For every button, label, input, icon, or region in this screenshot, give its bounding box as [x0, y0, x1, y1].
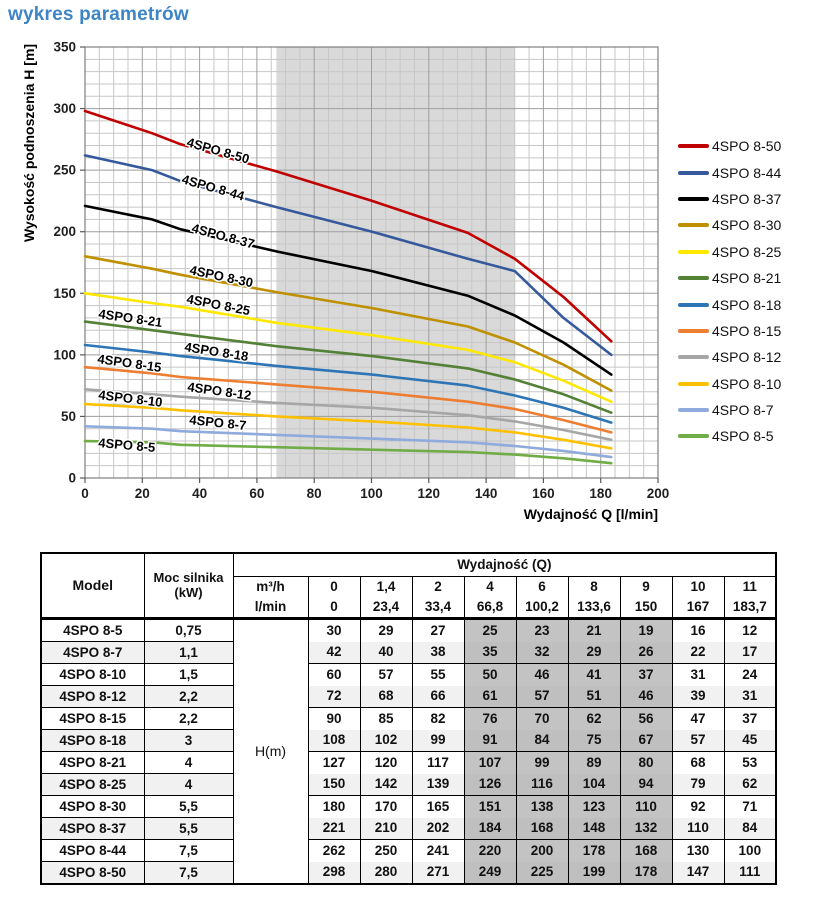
value-cell: 57 — [360, 664, 412, 686]
value-cell: 123 — [568, 796, 620, 818]
value-cell: 51 — [568, 686, 620, 708]
flow-m3h-value: 9 — [620, 577, 672, 598]
table-row — [41, 730, 776, 752]
value-cell: 19 — [620, 619, 672, 642]
flow-lmin-value: 23,4 — [360, 597, 412, 619]
value-cell: 29 — [568, 642, 620, 664]
curve-label: 4SPO 8-30 — [188, 262, 255, 291]
legend-label: 4SPO 8-15 — [712, 322, 782, 339]
power-cell: 2,2 — [144, 708, 233, 730]
table-body — [41, 619, 776, 885]
model-cell: 4SPO 8-10 — [41, 664, 144, 686]
power-cell: 7,5 — [144, 862, 233, 885]
value-cell: 79 — [672, 774, 724, 796]
value-cell: 90 — [308, 708, 360, 730]
flow-m3h-value: 6 — [516, 577, 568, 598]
legend-item — [678, 291, 781, 317]
value-cell: 62 — [568, 708, 620, 730]
value-cell: 225 — [516, 862, 568, 885]
value-cell: 142 — [360, 774, 412, 796]
model-cell: 4SPO 8-44 — [41, 840, 144, 862]
table-row — [41, 664, 776, 686]
power-cell: 5,5 — [144, 796, 233, 818]
curve-label: 4SPO 8-44 — [180, 171, 247, 204]
value-cell: 178 — [620, 862, 672, 885]
x-tick-label: 160 — [532, 486, 555, 501]
table-header — [41, 553, 776, 619]
legend-color-swatch — [678, 329, 709, 333]
flow-m3h-value: 8 — [568, 577, 620, 598]
value-cell: 147 — [672, 862, 724, 885]
legend-item — [678, 239, 781, 265]
value-cell: 75 — [568, 730, 620, 752]
table-row — [41, 708, 776, 730]
legend-color-swatch — [678, 144, 709, 148]
curve-label: 4SPO 8-37 — [190, 220, 257, 252]
power-cell: 3 — [144, 730, 233, 752]
page-title: wykres parametrów — [8, 4, 189, 25]
flow-lmin-value: 33,4 — [412, 597, 464, 619]
table-row — [41, 818, 776, 840]
legend-item — [678, 133, 781, 159]
value-cell: 35 — [464, 642, 516, 664]
value-cell: 249 — [464, 862, 516, 885]
model-cell: 4SPO 8-18 — [41, 730, 144, 752]
model-cell: 4SPO 8-5 — [41, 619, 144, 642]
x-tick-label: 60 — [249, 486, 265, 501]
value-cell: 76 — [464, 708, 516, 730]
value-cell: 200 — [516, 840, 568, 862]
x-tick-label: 200 — [646, 486, 670, 501]
value-cell: 17 — [724, 642, 776, 664]
value-cell: 94 — [620, 774, 672, 796]
header-model: Model — [41, 553, 144, 619]
y-tick-label: 350 — [53, 39, 76, 55]
value-cell: 67 — [620, 730, 672, 752]
curve-label: 4SPO 8-15 — [96, 351, 163, 375]
value-cell: 57 — [672, 730, 724, 752]
value-cell: 12 — [724, 619, 776, 642]
x-tick-label: 180 — [589, 486, 612, 501]
value-cell: 168 — [516, 818, 568, 840]
value-cell: 22 — [672, 642, 724, 664]
value-cell: 71 — [724, 796, 776, 818]
value-cell: 117 — [412, 752, 464, 774]
legend-item — [678, 318, 781, 344]
curve-label: 4SPO 8-10 — [97, 387, 164, 410]
value-cell: 72 — [308, 686, 360, 708]
value-cell: 184 — [464, 818, 516, 840]
y-tick-label: 250 — [53, 162, 76, 178]
model-cell: 4SPO 8-37 — [41, 818, 144, 840]
flow-lmin-value: 0 — [308, 597, 360, 619]
legend-item — [678, 344, 781, 370]
legend-label: 4SPO 8-25 — [712, 243, 782, 260]
value-cell: 41 — [568, 664, 620, 686]
value-cell: 68 — [360, 686, 412, 708]
model-cell: 4SPO 8-12 — [41, 686, 144, 708]
value-cell: 39 — [672, 686, 724, 708]
x-tick-label: 0 — [81, 486, 89, 501]
legend-color-swatch — [678, 355, 709, 359]
table-row — [41, 796, 776, 818]
y-tick-label: 300 — [53, 101, 76, 117]
legend-item — [678, 265, 781, 291]
legend-color-swatch — [678, 276, 709, 280]
legend-color-swatch — [678, 250, 709, 254]
x-axis-title: Wydajność Q [l/min] — [523, 506, 658, 522]
curve-label: 4SPO 8-18 — [183, 339, 250, 365]
y-tick-label: 0 — [68, 470, 76, 486]
value-cell: 16 — [672, 619, 724, 642]
value-cell: 46 — [620, 686, 672, 708]
value-cell: 210 — [360, 818, 412, 840]
value-cell: 298 — [308, 862, 360, 885]
value-cell: 111 — [724, 862, 776, 885]
value-cell: 46 — [516, 664, 568, 686]
y-tick-label: 50 — [60, 408, 76, 424]
value-cell: 29 — [360, 619, 412, 642]
model-cell: 4SPO 8-15 — [41, 708, 144, 730]
legend-color-swatch — [678, 171, 709, 175]
legend-color-swatch — [678, 382, 709, 386]
value-cell: 139 — [412, 774, 464, 796]
power-cell: 4 — [144, 774, 233, 796]
unit-m3h-label: m³/h — [233, 577, 308, 598]
value-cell: 120 — [360, 752, 412, 774]
legend-color-swatch — [678, 408, 709, 412]
flow-m3h-value: 4 — [464, 577, 516, 598]
value-cell: 110 — [620, 796, 672, 818]
legend-label: 4SPO 8-7 — [712, 402, 774, 419]
value-cell: 84 — [516, 730, 568, 752]
head-unit-cell: H(m) — [233, 619, 308, 885]
table-row — [41, 840, 776, 862]
value-cell: 57 — [516, 686, 568, 708]
value-cell: 37 — [724, 708, 776, 730]
legend-label: 4SPO 8-30 — [712, 217, 782, 234]
value-cell: 100 — [724, 840, 776, 862]
power-cell: 4 — [144, 752, 233, 774]
value-cell: 148 — [568, 818, 620, 840]
value-cell: 70 — [516, 708, 568, 730]
value-cell: 56 — [620, 708, 672, 730]
value-cell: 138 — [516, 796, 568, 818]
flow-m3h-value: 0 — [308, 577, 360, 598]
value-cell: 250 — [360, 840, 412, 862]
table-row — [41, 642, 776, 664]
legend-item — [678, 159, 781, 185]
flow-m3h-value: 11 — [724, 577, 776, 598]
value-cell: 202 — [412, 818, 464, 840]
value-cell: 271 — [412, 862, 464, 885]
value-cell: 84 — [724, 818, 776, 840]
legend-label: 4SPO 8-37 — [712, 190, 782, 207]
value-cell: 108 — [308, 730, 360, 752]
flow-m3h-value: 1,4 — [360, 577, 412, 598]
curve-label: 4SPO 8-7 — [188, 412, 248, 433]
value-cell: 47 — [672, 708, 724, 730]
value-cell: 27 — [412, 619, 464, 642]
model-cell: 4SPO 8-7 — [41, 642, 144, 664]
legend-label: 4SPO 8-21 — [712, 270, 782, 287]
legend-label: 4SPO 8-10 — [712, 375, 782, 392]
legend-label: 4SPO 8-18 — [712, 296, 782, 313]
value-cell: 23 — [516, 619, 568, 642]
value-cell: 241 — [412, 840, 464, 862]
power-cell: 5,5 — [144, 818, 233, 840]
power-cell: 1,5 — [144, 664, 233, 686]
value-cell: 66 — [412, 686, 464, 708]
value-cell: 180 — [308, 796, 360, 818]
flow-lmin-value: 66,8 — [464, 597, 516, 619]
legend-item — [678, 397, 781, 423]
legend-item — [678, 371, 781, 397]
model-cell: 4SPO 8-21 — [41, 752, 144, 774]
legend-label: 4SPO 8-44 — [712, 164, 782, 181]
value-cell: 132 — [620, 818, 672, 840]
value-cell: 24 — [724, 664, 776, 686]
value-cell: 280 — [360, 862, 412, 885]
value-cell: 50 — [464, 664, 516, 686]
value-cell: 32 — [516, 642, 568, 664]
value-cell: 40 — [360, 642, 412, 664]
value-cell: 91 — [464, 730, 516, 752]
legend-color-swatch — [678, 223, 709, 227]
value-cell: 104 — [568, 774, 620, 796]
value-cell: 45 — [724, 730, 776, 752]
value-cell: 62 — [724, 774, 776, 796]
y-tick-label: 150 — [53, 285, 76, 301]
legend-item — [678, 212, 781, 238]
value-cell: 31 — [724, 686, 776, 708]
value-cell: 107 — [464, 752, 516, 774]
y-tick-label: 200 — [53, 224, 76, 240]
value-cell: 92 — [672, 796, 724, 818]
value-cell: 55 — [412, 664, 464, 686]
flow-lmin-value: 183,7 — [724, 597, 776, 619]
power-cell: 7,5 — [144, 840, 233, 862]
value-cell: 26 — [620, 642, 672, 664]
value-cell: 170 — [360, 796, 412, 818]
value-cell: 89 — [568, 752, 620, 774]
flow-lmin-value: 150 — [620, 597, 672, 619]
curve-label: 4SPO 8-5 — [97, 435, 156, 455]
value-cell: 30 — [308, 619, 360, 642]
value-cell: 168 — [620, 840, 672, 862]
value-cell: 262 — [308, 840, 360, 862]
x-tick-label: 120 — [417, 486, 441, 501]
value-cell: 68 — [672, 752, 724, 774]
flow-lmin-value: 100,2 — [516, 597, 568, 619]
parameters-table — [40, 552, 777, 885]
table-row — [41, 862, 776, 885]
table-row — [41, 619, 776, 642]
unit-lmin-label: l/min — [233, 597, 308, 619]
legend-item — [678, 423, 781, 449]
value-cell: 126 — [464, 774, 516, 796]
curve-label: 4SPO 8-21 — [97, 306, 164, 330]
curve-label: 4SPO 8-12 — [186, 379, 253, 403]
value-cell: 102 — [360, 730, 412, 752]
table-row — [41, 774, 776, 796]
legend-color-swatch — [678, 303, 709, 307]
curve-label: 4SPO 8-50 — [185, 134, 252, 167]
flow-lmin-value: 167 — [672, 597, 724, 619]
legend-label: 4SPO 8-50 — [712, 138, 782, 155]
value-cell: 53 — [724, 752, 776, 774]
model-cell: 4SPO 8-25 — [41, 774, 144, 796]
x-tick-label: 40 — [192, 486, 208, 501]
value-cell: 199 — [568, 862, 620, 885]
power-cell: 1,1 — [144, 642, 233, 664]
value-cell: 99 — [412, 730, 464, 752]
value-cell: 38 — [412, 642, 464, 664]
table-row — [41, 686, 776, 708]
flow-m3h-value: 2 — [412, 577, 464, 598]
value-cell: 61 — [464, 686, 516, 708]
value-cell: 99 — [516, 752, 568, 774]
value-cell: 60 — [308, 664, 360, 686]
value-cell: 130 — [672, 840, 724, 862]
value-cell: 116 — [516, 774, 568, 796]
model-cell: 4SPO 8-30 — [41, 796, 144, 818]
curve-label: 4SPO 8-25 — [185, 291, 252, 319]
value-cell: 37 — [620, 664, 672, 686]
legend-label: 4SPO 8-5 — [712, 428, 774, 445]
power-cell: 0,75 — [144, 619, 233, 642]
x-tick-label: 100 — [360, 486, 383, 501]
power-cell: 2,2 — [144, 686, 233, 708]
value-cell: 178 — [568, 840, 620, 862]
model-cell: 4SPO 8-50 — [41, 862, 144, 885]
header-power: Moc silnika (kW) — [144, 553, 233, 619]
y-axis-title: Wysokość podnoszenia H [m] — [21, 43, 37, 243]
legend-color-swatch — [678, 197, 709, 201]
value-cell: 221 — [308, 818, 360, 840]
value-cell: 110 — [672, 818, 724, 840]
legend-color-swatch — [678, 434, 709, 438]
flow-lmin-value: 133,6 — [568, 597, 620, 619]
flow-m3h-value: 10 — [672, 577, 724, 598]
value-cell: 25 — [464, 619, 516, 642]
value-cell: 80 — [620, 752, 672, 774]
value-cell: 82 — [412, 708, 464, 730]
value-cell: 165 — [412, 796, 464, 818]
value-cell: 85 — [360, 708, 412, 730]
header-flow: Wydajność (Q) — [233, 553, 776, 577]
value-cell: 42 — [308, 642, 360, 664]
legend-label: 4SPO 8-12 — [712, 349, 782, 366]
value-cell: 21 — [568, 619, 620, 642]
value-cell: 31 — [672, 664, 724, 686]
x-tick-label: 80 — [306, 486, 322, 501]
x-tick-label: 20 — [134, 486, 150, 501]
x-tick-label: 140 — [474, 486, 498, 501]
chart-legend — [678, 133, 781, 450]
value-cell: 151 — [464, 796, 516, 818]
value-cell: 220 — [464, 840, 516, 862]
value-cell: 150 — [308, 774, 360, 796]
legend-item — [678, 186, 781, 212]
value-cell: 127 — [308, 752, 360, 774]
table-row — [41, 752, 776, 774]
y-tick-label: 100 — [53, 347, 76, 363]
